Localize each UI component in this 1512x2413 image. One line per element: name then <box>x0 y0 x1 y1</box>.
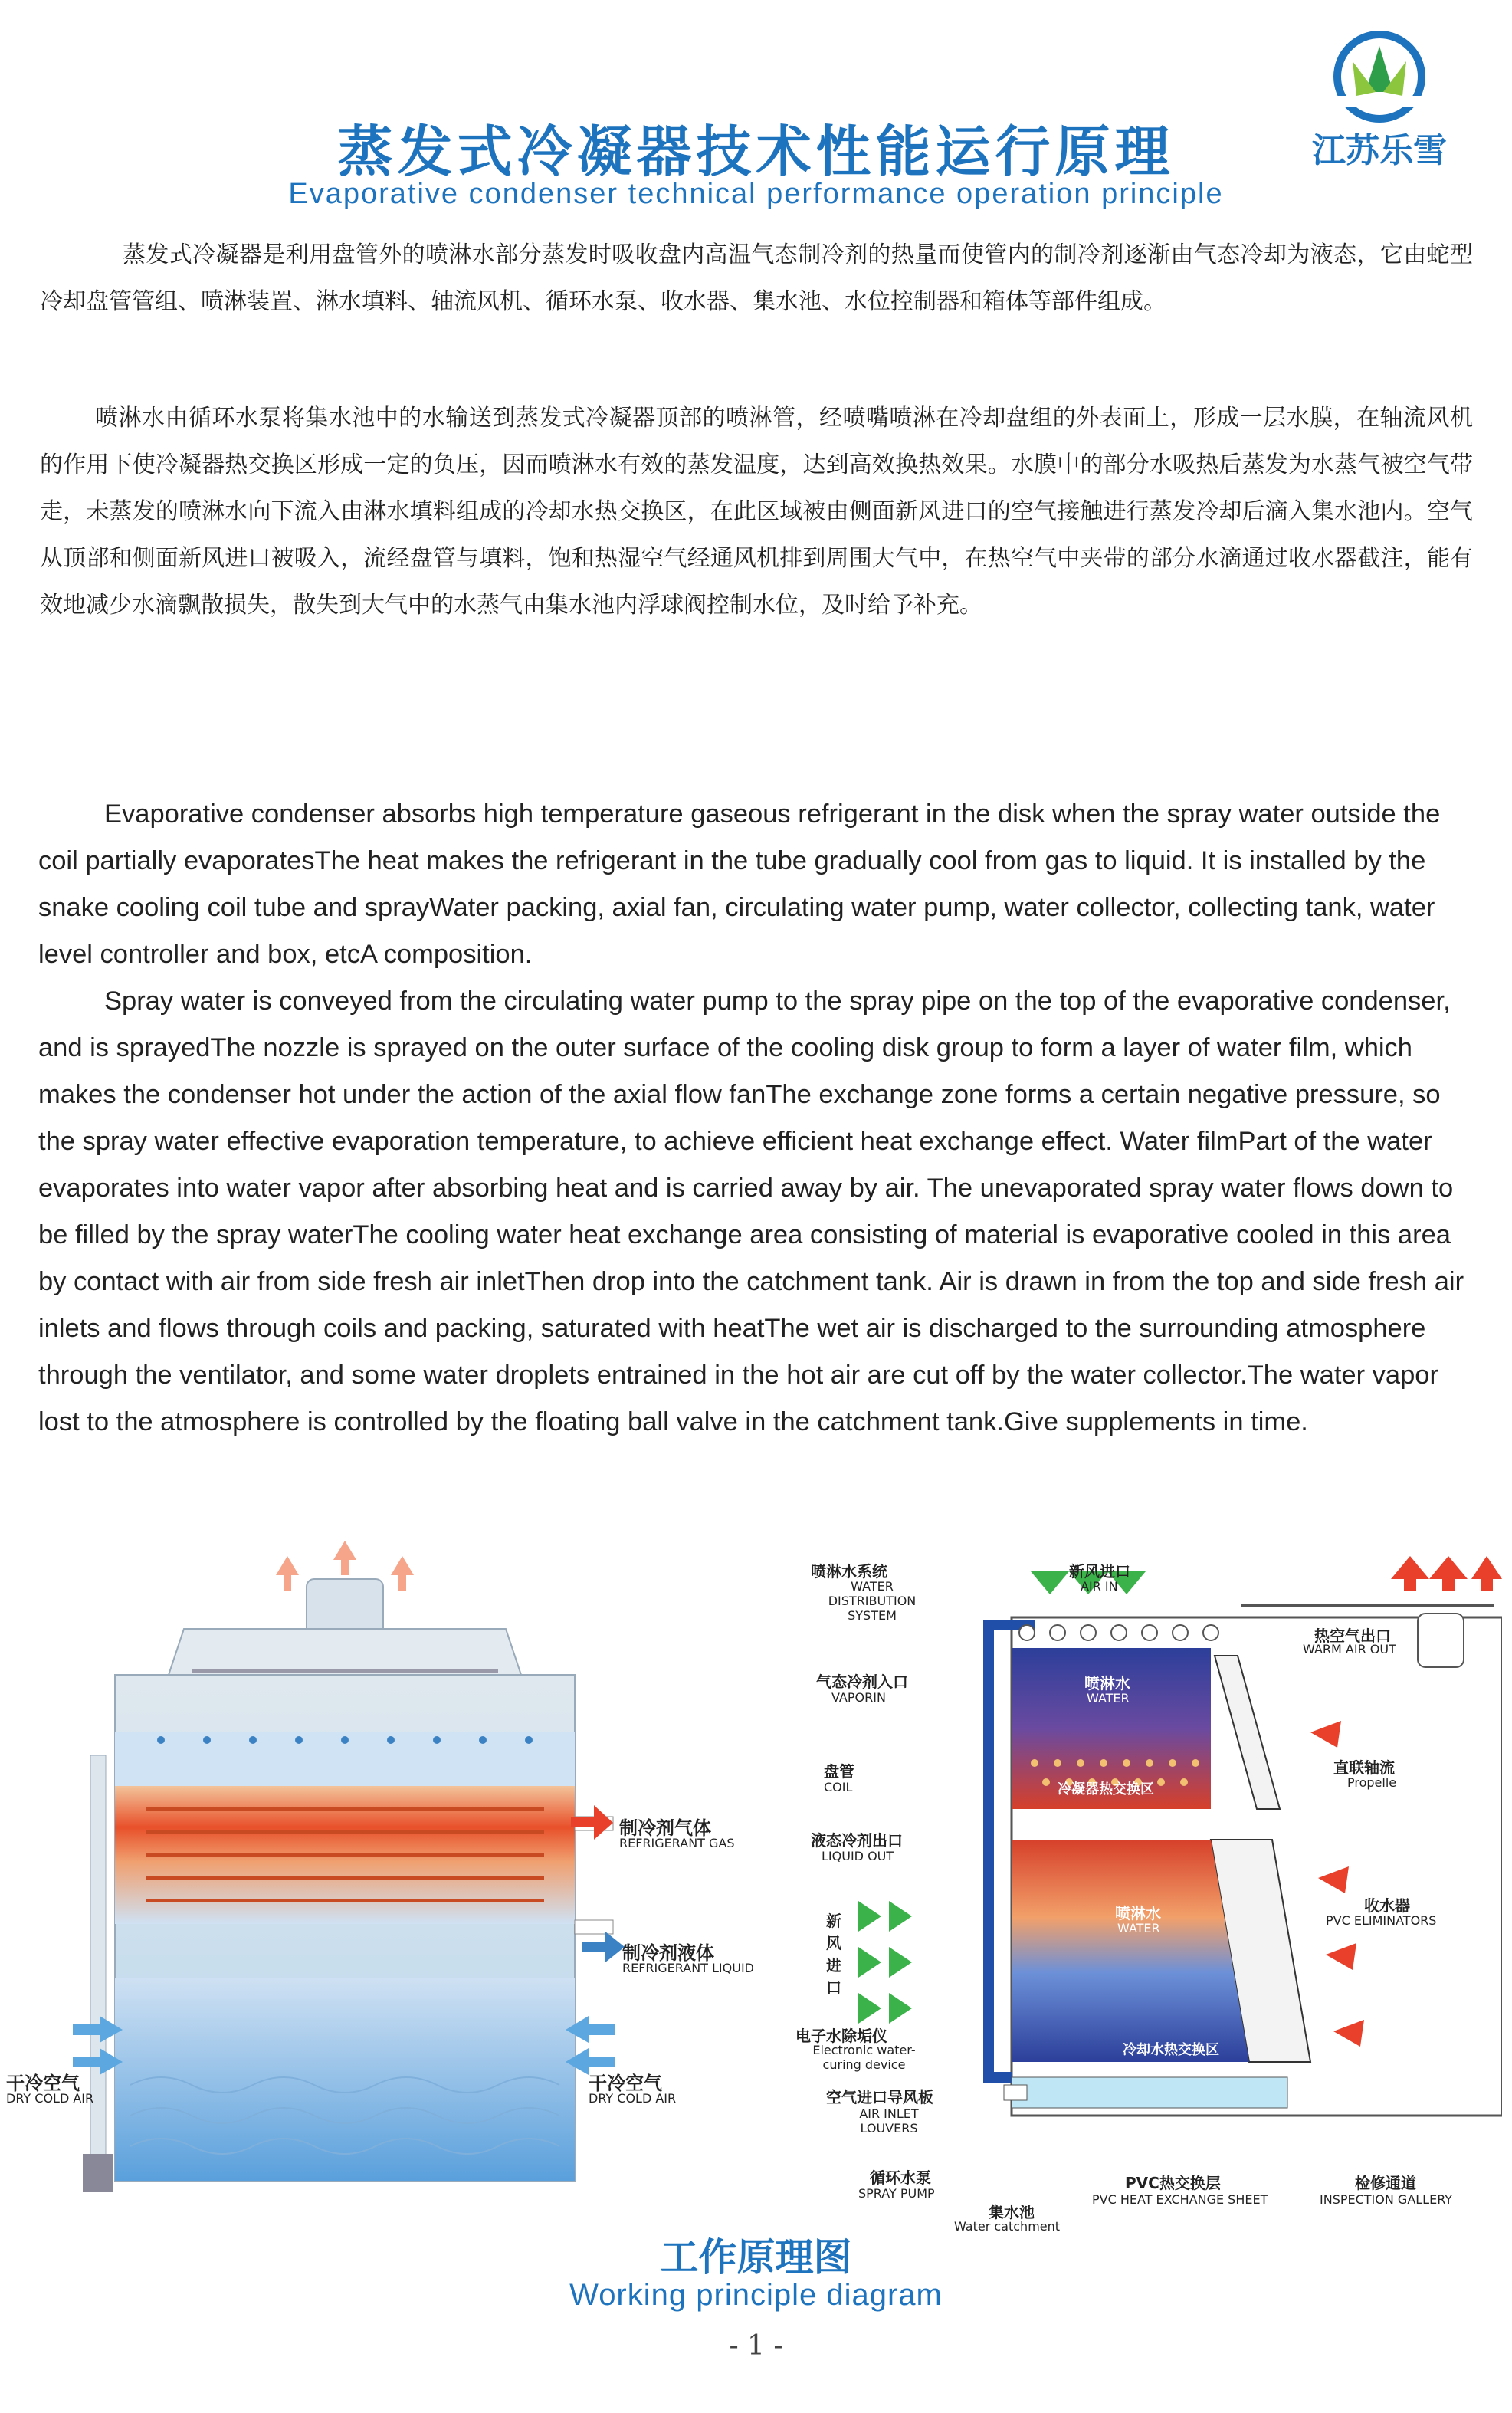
air-in-label-cn: 新风进口 <box>1069 1562 1130 1581</box>
body-en-paragraph-1: Evaporative condenser absorbs high temperature gaseous refrigerant in the disk when the spray water outside the coil partially evaporatesThe heat makes the refrigerant in the tube gradually cool from gas to liquid. It is installed by the snake cooling coil tube and sprayWater packing, axial fan, circulating water pump, water collector, collecting tank, water level controller and box, etcA composition. <box>38 799 1441 969</box>
catchment-tank <box>1012 2077 1287 2108</box>
pump-label-en: SPRAY PUMP <box>858 2186 935 2201</box>
eliminator-upper <box>1215 1656 1280 1809</box>
fill-block <box>1012 1840 1249 2062</box>
fill-zone <box>115 1978 575 2181</box>
logo-text: 江苏乐雪 <box>1312 131 1447 170</box>
water-dist-label-en: WATER DISTRIBUTION SYSTEM <box>828 1579 917 1623</box>
refrigerant-liquid-arrow <box>582 1932 625 1962</box>
coil-label-cn: 盘管 <box>824 1762 854 1781</box>
dry-air-right-label-en: DRY COLD AIR <box>589 2091 677 2106</box>
pvc-sheet-label-en: PVC HEAT EXCHANGE SHEET <box>1092 2192 1268 2207</box>
refrigerant-liquid-label-cn: 制冷剂液体 <box>622 1942 714 1964</box>
water-dist-label-cn: 喷淋水系统 <box>811 1562 887 1581</box>
fill-water-label-cn: 喷淋水 <box>1115 1904 1161 1922</box>
warm-air-out-arrows <box>1391 1556 1502 1591</box>
propelle-label-cn: 直联轴流 <box>1333 1758 1395 1777</box>
warm-air-label-cn: 热空气出口 <box>1314 1627 1391 1645</box>
return-pipe <box>989 1683 1012 2077</box>
body-cn-paragraph-1: 蒸发式冷凝器是利用盘管外的喷淋水部分蒸发时吸收盘内高温气态制冷剂的热量而使管内的制冷剂逐渐由气态冷却为液态，它由蛇型冷却盘管管组、喷淋装置、淋水填料、轴流风机、循环水泵、收水器、集水池、水位控制器和箱体等部件组成。 <box>40 241 1473 315</box>
diagram-caption-cn: 工作原理图 <box>660 2235 852 2280</box>
diagram-caption-en: Working principle diagram <box>569 2278 943 2312</box>
coil-label-en: COIL <box>824 1780 853 1794</box>
propelle-label-en: Propelle <box>1347 1775 1397 1790</box>
side-air-in-arrows <box>858 1901 912 2024</box>
tank-label-cn: 集水池 <box>989 2203 1035 2221</box>
louvers-label-cn: 空气进口导风板 <box>826 2088 933 2106</box>
spray-water-label-cn: 喷淋水 <box>1084 1674 1130 1692</box>
left-condenser-diagram <box>0 1533 736 2208</box>
pump <box>83 2154 113 2192</box>
page-title: 蒸发式冷凝器技术性能运行原理 <box>337 120 1175 184</box>
liquid-out-label-en: LIQUID OUT <box>822 1849 894 1863</box>
warm-air-label-en: WARM AIR OUT <box>1303 1642 1396 1656</box>
fan-housing <box>169 1629 521 1675</box>
page-number: - 1 - <box>729 2330 783 2362</box>
fresh-air-label-cn: 新风进口 <box>826 1912 841 1997</box>
gallery-label-en: INSPECTION GALLERY <box>1320 2192 1453 2207</box>
fan-motor <box>1418 1614 1464 1667</box>
vapor-in-label-cn: 气态冷剂入口 <box>816 1673 908 1691</box>
tank-label-en: Water catchment <box>954 2219 1061 2234</box>
refrigerant-gas-arrow <box>571 1805 613 1840</box>
eliminator-label-en: PVC ELIMINATORS <box>1326 1913 1437 1928</box>
louvers-label-en: AIR INLET LOUVERS <box>859 2106 919 2136</box>
liquid-out-label-cn: 液态冷剂出口 <box>811 1831 903 1850</box>
pump-label-cn: 循环水泵 <box>870 2168 931 2187</box>
vapor-in-label-en: VAPORIN <box>831 1690 886 1705</box>
refrigerant-liquid-label-en: REFRIGERANT LIQUID <box>622 1961 754 1975</box>
page-subtitle: Evaporative condenser technical performance operation principle <box>288 178 1224 210</box>
air-in-label-en: AIR IN <box>1081 1579 1118 1594</box>
refrigerant-gas-label-cn: 制冷剂气体 <box>619 1817 711 1839</box>
dry-air-left-label-cn: 干冷空气 <box>6 2073 80 2094</box>
gallery-label-cn: 检修通道 <box>1355 2174 1416 2192</box>
fill-water-label-en: WATER <box>1117 1921 1160 1935</box>
dry-air-right-label-cn: 干冷空气 <box>589 2073 662 2094</box>
evap-zone-label: 冷凝器热交换区 <box>1058 1781 1154 1797</box>
body-en-paragraph-2: Spray water is conveyed from the circulating water pump to the spray pipe on the top of the evaporative condenser, and is sprayedThe nozzle is sprayed on the outer surface of the cooling disk group to form a layer of water film, which makes the condenser hot under the action of the axial flow fanThe exchange zone forms a certain negative pressure, so the spray water effective evaporation temperature, to achieve efficient heat exchange effect. Water filmPart of the water evaporates into water vapor after absorbing heat and is carried away by air. The unevaporated spray water flows down to be filled by the spray waterThe cooling water heat exchange area consisting of material is evaporative cooled in this area by contact with air from side fresh air inletThen drop into the catchment tank. Air is drawn in from the top and side fresh air inlets and flows through coils and packing, saturated with heatThe wet air is discharged to the surrounding atmosphere through the ventilator, and some water droplets entrained in the hot air are cut off by the water collector.The water vapor lost to the atmosphere is controlled by the floating ball valve in the catchment tank.Give supplements in time. <box>38 987 1464 1436</box>
nozzles <box>1019 1625 1218 1640</box>
liquid-outlet-pipe <box>575 1920 613 1934</box>
spray-water-label-en: WATER <box>1087 1691 1130 1706</box>
refrigerant-gas-label-en: REFRIGERANT GAS <box>619 1836 735 1850</box>
cool-zone-label: 冷却水热交换区 <box>1123 2042 1219 2058</box>
descaler-label-en: Electronic water-curing device <box>812 2043 916 2072</box>
dry-air-left-label-en: DRY COLD AIR <box>6 2091 94 2106</box>
spray-pump <box>1004 2085 1027 2100</box>
pvc-sheet-label-cn: PVC热交换层 <box>1125 2174 1221 2192</box>
descaler-label-cn: 电子水除垢仪 <box>795 2027 887 2045</box>
eliminator-label-cn: 收水器 <box>1364 1896 1410 1915</box>
body-cn-paragraph-2: 喷淋水由循环水泵将集水池中的水输送到蒸发式冷凝器顶部的喷淋管，经喷嘴喷淋在冷却盘组的外表面上，形成一层水膜，在轴流风机的作用下使冷凝器热交换区形成一定的负压，因而喷淋水有效的蒸发温度，达到高效换热效果。水膜中的部分水吸热后蒸发为水蒸气被空气带走，未蒸发的喷淋水向下流入由淋水填料组成的冷却水热交换区，在此区域被由侧面新风进口的空气接触进行蒸发冷却后滴入集水池内。空气从顶部和侧面新风进口被吸入，流经盘管与填料，饱和热湿空气经通风机排到周围大气中，在热空气中夹带的部分水滴通过收水器截注，能有效地减少水滴飘散损失，散失到大气中的水蒸气由集水池内浮球阀控制水位，及时给予补充。 <box>40 405 1473 619</box>
